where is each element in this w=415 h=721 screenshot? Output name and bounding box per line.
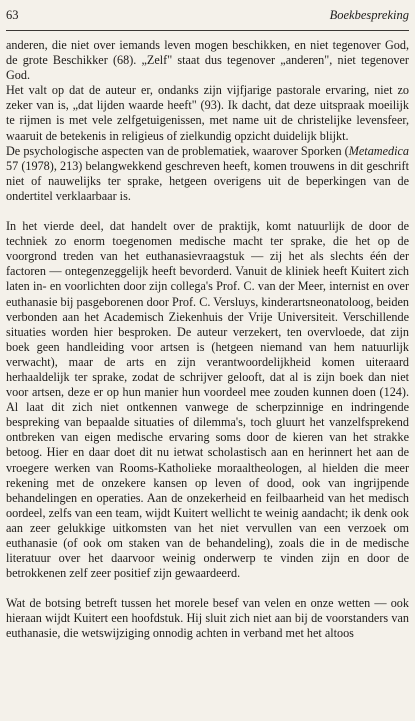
body-text <box>6 38 409 642</box>
header-rule <box>6 30 409 31</box>
paragraph: De psychologische aspecten van de problematiek, waarover Sporken (Metamedica 57 (1978), 213) belangwekkend geschreven heeft, komen trouwens in dit geschrift niet of nauwelijks ter sprake, hetgeen overigens uit de beperkingen van de ondertitel verklaarbaar is. <box>6 143 409 203</box>
paragraph: Wat de botsing betreft tussen het morele besef van velen en onze wetten — ook hieraan wijdt Kuitert een hoofdstuk. Hij sluit zich niet aan bij de voorstanders van euthanasie, die wetswijziging onnodig achten in verband met het altoos <box>6 596 409 641</box>
paragraph: anderen, die niet over iemands leven mogen beschikken, en niet tegenover God, de grote Beschikker (68). „Zelf" staat dus tegenover „anderen", niet tegenover God. <box>6 38 409 83</box>
paragraph: Het valt op dat de auteur er, ondanks zijn vijfjarige pastorale ervaring, niet zo zeker van is, „dat lijden waarde heeft" (93). Ik dacht, dat deze uitspraak moeilijk te rijmen is met vele zelfgetuigenissen, met name uit de christelijke levensfeer, waaruit de betekenis in religieus of zielkundig opzicht duidelijk blijkt. <box>6 83 409 143</box>
running-title: Boekbespreking <box>329 8 409 22</box>
page-header <box>6 2 409 32</box>
page-number: 63 <box>6 8 19 22</box>
journal-name: Metamedica <box>348 143 409 158</box>
paragraph: In het vierde deel, dat handelt over de praktijk, komt natuurlijk de door de techniek zo enorm toegenomen medische macht ter sprake, die het op de voorgrond treden van het euthanasievraagstuk — zij het als slechts één der factoren — ontegenzeggelijk heeft bevorderd. Vanuit de kliniek heeft Kuitert zich laten in- en voorlichten door zijn collega's Prof. C. van der Meer, internist en over euthanasie bij pasgeborenen door Prof. C. Versluys, kinderartsneonatoloog, beiden verbonden aan het Academisch Ziekenhuis der Vrije Universiteit. Verschillende situaties worden hier besproken. De auteur verzekert, ten overvloede, dat zijn boek geen handleiding voor artsen is (hetgeen niemand van hem natuurlijk verwacht), maar de arts en zijn verantwoordelijkheid komen uiteraard herhaaldelijk ter sprake, zodat de schrijver gelooft, dat al is zijn boek dan niet voor artsen, deze er op hun manier hun voordeel mee zouden kunnen doen (124). Al laat dit zich niet ontkennen vanwege de scherpzinnige en indringende bespreking van bepaalde situaties of dilemma's, toch gluurt het vanzelfsprekend ontbreken van eigen medische ervaring soms door de kieren van het strakke betoog. Hier en daar doet dit nu ietwat scholastisch aan en herinnert het aan de vroegere werken van Rooms-Katholieke moraaltheologen, al hielden die meer rekening met de onzekere kansen op leven of dood, ook van ingrijpende behandelingen en operaties. Aan de onzekerheid en feilbaarheid van het medisch oordeel, zelfs van een team, wijdt Kuitert wellicht te weinig aandacht; ik denk ook aan zeer gelukkige uitkomsten van het niet vervullen van een verzoek om euthanasie (of ook om staken van de behandeling), zoals die in de medische literatuur over het daarvoor weinig onderwerp te vinden zijn en door de betrokkenen zelf zeer positief zijn gewaardeerd. <box>6 219 409 581</box>
